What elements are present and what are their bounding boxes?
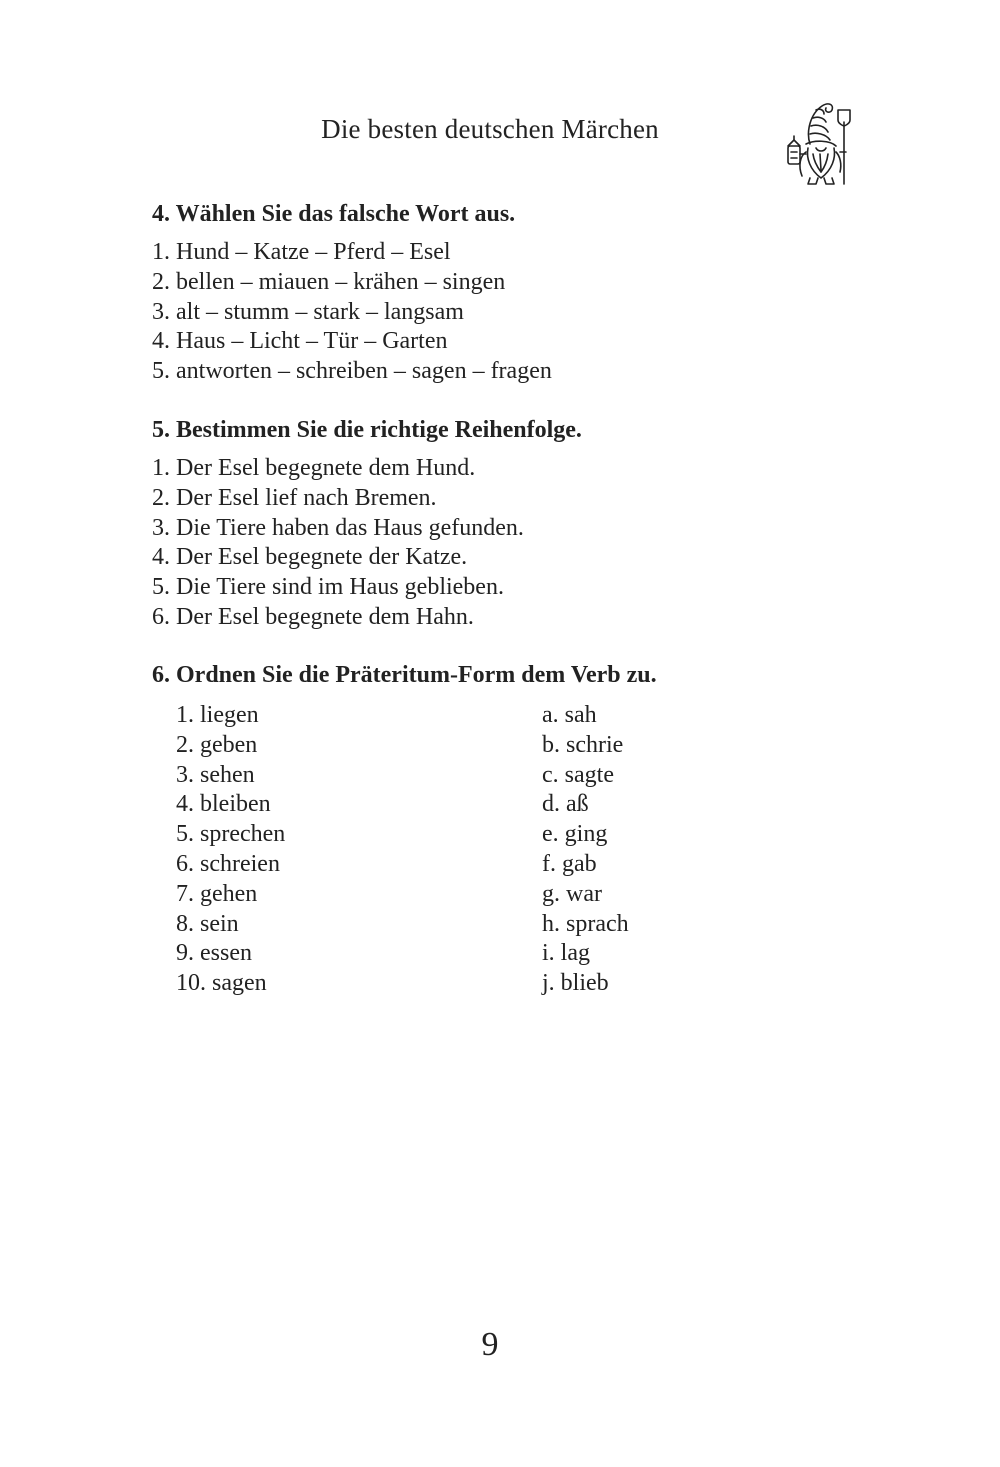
list-item: a. sah xyxy=(542,702,597,728)
list-item: e. ging xyxy=(542,821,608,848)
list-item: 9. essen xyxy=(176,940,252,967)
list-item: c. sagte xyxy=(542,761,614,788)
list-item: 3. sehen xyxy=(176,761,255,788)
list-item: 3. alt – stumm – stark – langsam xyxy=(152,298,464,325)
list-item: h. sprach xyxy=(542,910,629,937)
list-item: g. war xyxy=(542,880,602,907)
section-wrong-word xyxy=(152,198,552,387)
gnome-with-lantern-and-shovel-icon xyxy=(780,96,862,188)
page-number: 9 xyxy=(481,1326,499,1363)
running-head-title: Die besten deutschen Märchen xyxy=(321,114,659,144)
list-item: i. lag xyxy=(542,940,590,967)
list-item: 2. geben xyxy=(176,731,258,758)
section-title-wrong-word: 4. Wählen Sie das falsche Wort aus. xyxy=(152,201,516,227)
list-item: j. blieb xyxy=(542,970,609,997)
verb-list xyxy=(176,701,285,999)
section-matching xyxy=(152,659,872,1011)
list-item: 1. Der Esel begegnete dem Hund. xyxy=(152,455,476,481)
list-item: f. gab xyxy=(542,850,597,877)
list-item: 6. schreien xyxy=(176,850,280,877)
list-item: 1. Hund – Katze – Pferd – Esel xyxy=(152,239,451,265)
list-item: 2. bellen – miauen – krähen – singen xyxy=(152,268,506,295)
list-item: 4. Haus – Licht – Tür – Garten xyxy=(152,328,448,355)
list-item: 5. antworten – schreiben – sagen – fragen xyxy=(152,358,552,385)
list-item: 10. sagen xyxy=(176,970,267,997)
list-item: 1. liegen xyxy=(176,702,259,728)
wrong-word-list xyxy=(152,238,552,387)
list-item: 5. sprechen xyxy=(176,821,286,848)
list-item: d. aß xyxy=(542,791,589,818)
preterite-form-list xyxy=(542,701,629,999)
section-title-matching: 6. Ordnen Sie die Präteritum-Form dem Verb zu. xyxy=(152,662,657,688)
matching-columns xyxy=(152,701,872,1011)
section-title-order: 5. Bestimmen Sie die richtige Reihenfolge. xyxy=(152,417,582,443)
list-item: 5. Die Tiere sind im Haus geblieben. xyxy=(152,574,504,601)
list-item: 7. gehen xyxy=(176,880,258,907)
section-order xyxy=(152,414,582,633)
list-item: 3. Die Tiere haben das Haus gefunden. xyxy=(152,514,524,541)
list-item: 2. Der Esel lief nach Bremen. xyxy=(152,484,437,511)
list-item: 4. Der Esel begegnete der Katze. xyxy=(152,544,468,571)
list-item: 6. Der Esel begegnete dem Hahn. xyxy=(152,603,474,630)
list-item: 4. bleiben xyxy=(176,791,271,818)
list-item: 8. sein xyxy=(176,910,239,937)
order-list xyxy=(152,454,582,633)
list-item: b. schrie xyxy=(542,731,624,758)
